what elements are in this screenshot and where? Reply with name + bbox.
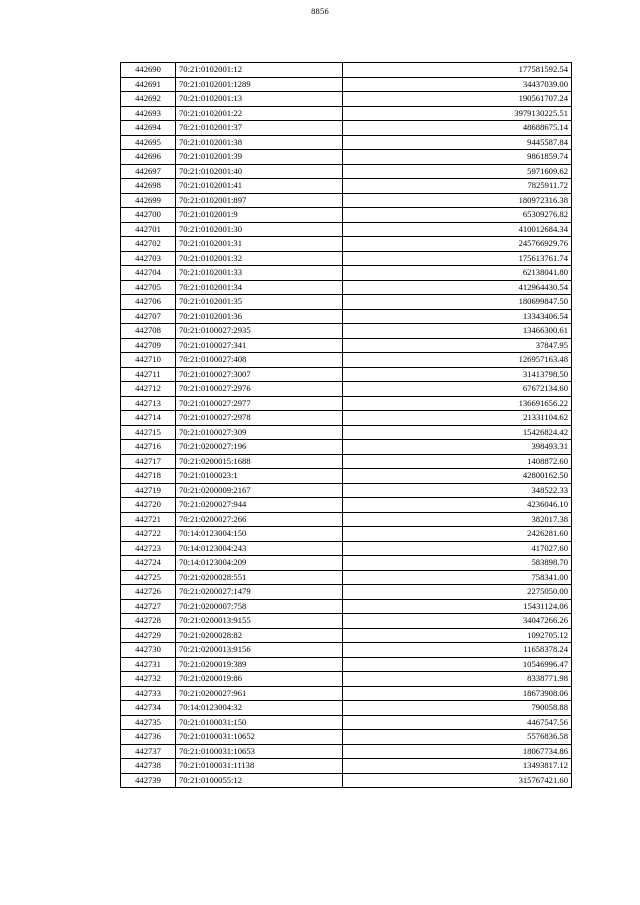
table-row (121, 208, 572, 223)
cell-code: 70:21:0102001:40 (176, 164, 343, 179)
cell-id: 442736 (121, 730, 176, 745)
cell-code: 70:21:0200015:1688 (176, 454, 343, 469)
cell-amount: 34437039.00 (343, 77, 572, 92)
cell-amount: 177581592.54 (343, 63, 572, 78)
cell-amount: 9861859.74 (343, 150, 572, 165)
cell-amount: 3979130225.51 (343, 106, 572, 121)
table-row (121, 77, 572, 92)
cell-amount: 48688675.14 (343, 121, 572, 136)
cell-amount: 1092705.12 (343, 628, 572, 643)
cell-code: 70:21:0200027:266 (176, 512, 343, 527)
cell-amount: 4467547.56 (343, 715, 572, 730)
table-row (121, 425, 572, 440)
cell-code: 70:21:0100027:2977 (176, 396, 343, 411)
cell-code: 70:21:0100055:12 (176, 773, 343, 788)
cell-id: 442713 (121, 396, 176, 411)
table-row (121, 599, 572, 614)
cell-amount: 31413798.50 (343, 367, 572, 382)
table-row (121, 251, 572, 266)
table-row (121, 730, 572, 745)
table-row (121, 628, 572, 643)
cell-code: 70:14:0123004:150 (176, 527, 343, 542)
table-row (121, 454, 572, 469)
cell-code: 70:21:0102001:31 (176, 237, 343, 252)
table-row (121, 512, 572, 527)
table-row (121, 498, 572, 513)
cell-id: 442725 (121, 570, 176, 585)
cell-amount: 13466300.61 (343, 324, 572, 339)
cell-id: 442716 (121, 440, 176, 455)
cell-amount: 37847.95 (343, 338, 572, 353)
cell-code: 70:21:0100027:2935 (176, 324, 343, 339)
cell-id: 442735 (121, 715, 176, 730)
cell-amount: 8338771.98 (343, 672, 572, 687)
cell-id: 442739 (121, 773, 176, 788)
cell-code: 70:21:0100031:10652 (176, 730, 343, 745)
cell-amount: 15431124.06 (343, 599, 572, 614)
cell-code: 70:21:0102001:32 (176, 251, 343, 266)
table-row (121, 411, 572, 426)
table-row (121, 469, 572, 484)
cell-id: 442726 (121, 585, 176, 600)
cell-code: 70:21:0100027:309 (176, 425, 343, 440)
cell-code: 70:21:0100027:408 (176, 353, 343, 368)
page-number: 8856 (311, 6, 329, 16)
cell-code: 70:21:0200019:86 (176, 672, 343, 687)
cell-code: 70:21:0100027:2978 (176, 411, 343, 426)
cell-amount: 11658378.24 (343, 643, 572, 658)
cell-id: 442727 (121, 599, 176, 614)
cell-code: 70:21:0200028:551 (176, 570, 343, 585)
table-row (121, 527, 572, 542)
cell-id: 442724 (121, 556, 176, 571)
cell-code: 70:21:0200027:1479 (176, 585, 343, 600)
cell-code: 70:14:0123004:32 (176, 701, 343, 716)
cell-code: 70:21:0102001:39 (176, 150, 343, 165)
table-row (121, 744, 572, 759)
cell-code: 70:21:0102001:35 (176, 295, 343, 310)
table-row (121, 193, 572, 208)
cell-code: 70:21:0200027:961 (176, 686, 343, 701)
cell-code: 70:21:0102001:36 (176, 309, 343, 324)
table-row (121, 309, 572, 324)
table-row (121, 266, 572, 281)
cell-id: 442719 (121, 483, 176, 498)
cell-code: 70:14:0123004:243 (176, 541, 343, 556)
cell-code: 70:21:0102001:30 (176, 222, 343, 237)
cell-code: 70:21:0200027:196 (176, 440, 343, 455)
cell-amount: 42800162.50 (343, 469, 572, 484)
cell-code: 70:21:0200028:82 (176, 628, 343, 643)
table-row (121, 150, 572, 165)
cell-amount: 13343406.54 (343, 309, 572, 324)
cell-amount: 9445587.84 (343, 135, 572, 150)
cell-id: 442697 (121, 164, 176, 179)
table-row (121, 672, 572, 687)
cell-id: 442699 (121, 193, 176, 208)
table-row (121, 686, 572, 701)
cell-code: 70:21:0102001:12 (176, 63, 343, 78)
cell-amount: 583898.70 (343, 556, 572, 571)
cell-amount: 21331104.62 (343, 411, 572, 426)
cell-amount: 790058.88 (343, 701, 572, 716)
cell-code: 70:21:0200013:9155 (176, 614, 343, 629)
cell-amount: 15426824.42 (343, 425, 572, 440)
cell-code: 70:21:0102001:34 (176, 280, 343, 295)
cell-amount: 410012684.34 (343, 222, 572, 237)
cell-amount: 7825911.72 (343, 179, 572, 194)
table-row (121, 179, 572, 194)
cell-id: 442734 (121, 701, 176, 716)
cell-code: 70:21:0102001:33 (176, 266, 343, 281)
cell-amount: 758341.00 (343, 570, 572, 585)
table-row (121, 367, 572, 382)
cell-code: 70:21:0100027:2976 (176, 382, 343, 397)
cell-id: 442695 (121, 135, 176, 150)
cell-id: 442690 (121, 63, 176, 78)
table-row (121, 324, 572, 339)
cell-code: 70:21:0102001:9 (176, 208, 343, 223)
cell-id: 442706 (121, 295, 176, 310)
cell-code: 70:21:0200009:2167 (176, 483, 343, 498)
cell-id: 442693 (121, 106, 176, 121)
table-body (121, 63, 572, 788)
cell-id: 442708 (121, 324, 176, 339)
cell-id: 442707 (121, 309, 176, 324)
cell-amount: 417027.60 (343, 541, 572, 556)
cell-id: 442691 (121, 77, 176, 92)
table-row (121, 164, 572, 179)
table-row (121, 237, 572, 252)
table-row (121, 135, 572, 150)
cell-id: 442701 (121, 222, 176, 237)
cell-id: 442738 (121, 759, 176, 774)
table-row (121, 353, 572, 368)
cell-id: 442710 (121, 353, 176, 368)
cell-id: 442728 (121, 614, 176, 629)
cell-code: 70:21:0100027:3007 (176, 367, 343, 382)
cell-code: 70:21:0102001:1289 (176, 77, 343, 92)
table-row (121, 106, 572, 121)
table-row (121, 759, 572, 774)
cell-id: 442698 (121, 179, 176, 194)
table-row (121, 643, 572, 658)
cell-amount: 2275050.00 (343, 585, 572, 600)
cell-id: 442720 (121, 498, 176, 513)
cell-amount: 67672134.60 (343, 382, 572, 397)
table-row (121, 338, 572, 353)
cell-id: 442722 (121, 527, 176, 542)
cell-amount: 315767421.60 (343, 773, 572, 788)
cell-id: 442737 (121, 744, 176, 759)
cell-id: 442723 (121, 541, 176, 556)
cell-code: 70:21:0102001:22 (176, 106, 343, 121)
cell-amount: 2426281.60 (343, 527, 572, 542)
cadastral-table-container (120, 62, 568, 788)
cell-amount: 245766929.76 (343, 237, 572, 252)
cell-code: 70:21:0102001:37 (176, 121, 343, 136)
cell-amount: 4236046.10 (343, 498, 572, 513)
cell-id: 442717 (121, 454, 176, 469)
table-row (121, 382, 572, 397)
cell-code: 70:21:0200013:9156 (176, 643, 343, 658)
cell-code: 70:21:0100031:11138 (176, 759, 343, 774)
cell-amount: 34047266.26 (343, 614, 572, 629)
cell-id: 442731 (121, 657, 176, 672)
cell-code: 70:21:0102001:897 (176, 193, 343, 208)
cell-code: 70:21:0102001:41 (176, 179, 343, 194)
cell-code: 70:21:0102001:13 (176, 92, 343, 107)
cell-amount: 62138041.80 (343, 266, 572, 281)
cell-amount: 398493.31 (343, 440, 572, 455)
cell-amount: 18067734.86 (343, 744, 572, 759)
cell-id: 442692 (121, 92, 176, 107)
cell-amount: 180699847.50 (343, 295, 572, 310)
cell-amount: 382017.38 (343, 512, 572, 527)
cell-amount: 180972316.38 (343, 193, 572, 208)
cell-amount: 65309276.82 (343, 208, 572, 223)
table-row (121, 657, 572, 672)
table-row (121, 773, 572, 788)
table-row (121, 715, 572, 730)
table-row (121, 92, 572, 107)
cell-id: 442703 (121, 251, 176, 266)
table-row (121, 701, 572, 716)
cell-id: 442694 (121, 121, 176, 136)
cell-id: 442704 (121, 266, 176, 281)
cell-id: 442732 (121, 672, 176, 687)
cell-amount: 5971609.62 (343, 164, 572, 179)
table-row (121, 440, 572, 455)
cell-amount: 13493817.12 (343, 759, 572, 774)
cell-amount: 348522.33 (343, 483, 572, 498)
cell-id: 442700 (121, 208, 176, 223)
cell-amount: 175613761.74 (343, 251, 572, 266)
cell-code: 70:21:0100027:341 (176, 338, 343, 353)
cell-code: 70:21:0100031:10653 (176, 744, 343, 759)
cell-amount: 1408872.60 (343, 454, 572, 469)
cell-amount: 136691656.22 (343, 396, 572, 411)
cell-amount: 10546996.47 (343, 657, 572, 672)
cell-id: 442729 (121, 628, 176, 643)
cell-id: 442714 (121, 411, 176, 426)
table-row (121, 295, 572, 310)
cell-amount: 126957163.48 (343, 353, 572, 368)
cell-code: 70:21:0200027:944 (176, 498, 343, 513)
table-row (121, 585, 572, 600)
cell-id: 442709 (121, 338, 176, 353)
table-row (121, 121, 572, 136)
cell-id: 442711 (121, 367, 176, 382)
cell-amount: 18673908.06 (343, 686, 572, 701)
cell-code: 70:21:0200007:758 (176, 599, 343, 614)
cell-id: 442696 (121, 150, 176, 165)
cell-code: 70:21:0200019:389 (176, 657, 343, 672)
cell-id: 442733 (121, 686, 176, 701)
cell-amount: 412964430.54 (343, 280, 572, 295)
cell-amount: 190561707.24 (343, 92, 572, 107)
table-row (121, 556, 572, 571)
table-row (121, 483, 572, 498)
cell-id: 442715 (121, 425, 176, 440)
cell-code: 70:14:0123004:209 (176, 556, 343, 571)
cell-code: 70:21:0100023:1 (176, 469, 343, 484)
table-row (121, 614, 572, 629)
cell-id: 442705 (121, 280, 176, 295)
table-row (121, 280, 572, 295)
table-row (121, 396, 572, 411)
cadastral-values-table (120, 62, 572, 788)
table-row (121, 222, 572, 237)
cell-amount: 5576836.58 (343, 730, 572, 745)
table-row (121, 570, 572, 585)
table-row (121, 63, 572, 78)
cell-id: 442730 (121, 643, 176, 658)
cell-code: 70:21:0102001:38 (176, 135, 343, 150)
cell-code: 70:21:0100031:150 (176, 715, 343, 730)
cell-id: 442718 (121, 469, 176, 484)
cell-id: 442721 (121, 512, 176, 527)
cell-id: 442712 (121, 382, 176, 397)
table-row (121, 541, 572, 556)
cell-id: 442702 (121, 237, 176, 252)
